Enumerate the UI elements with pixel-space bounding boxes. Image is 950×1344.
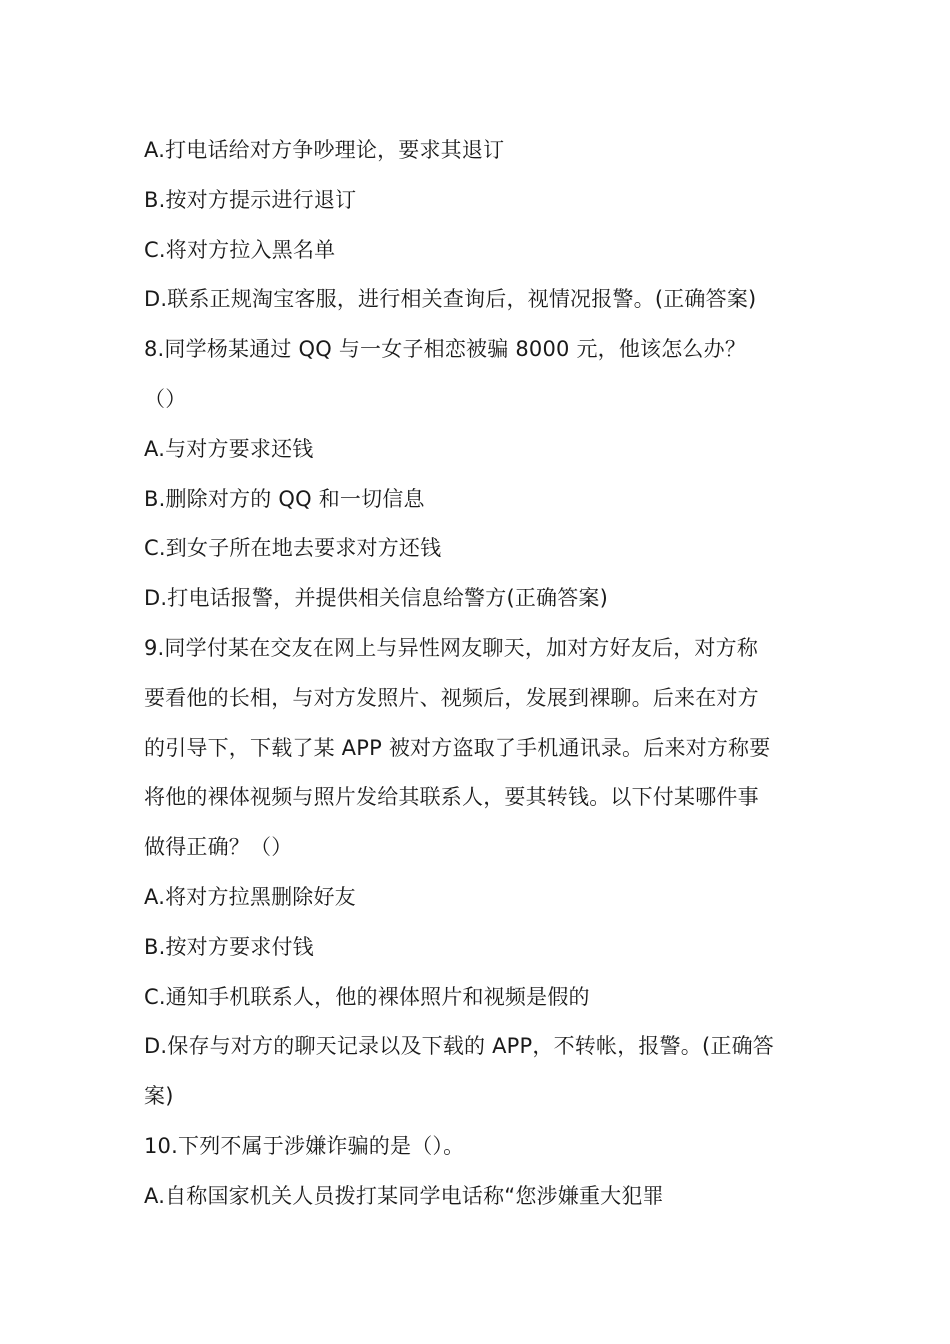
option-a-q7: A.打电话给对方争吵理论，要求其退订 [144, 138, 505, 162]
option-b-q9: B.按对方要求付钱 [144, 934, 314, 959]
option-b-q7: B.按对方提示进行退订 [144, 187, 357, 212]
question-9-line-1: 9.同学付某在交友在网上与异性网友聊天，加对方好友后，对方称 [144, 635, 759, 660]
option-c-q9: C.通知手机联系人，他的裸体照片和视频是假的 [144, 984, 590, 1009]
option-c-q8: C.到女子所在地去要求对方还钱 [144, 536, 442, 561]
option-c-q7: C.将对方拉入黑名单 [144, 237, 336, 262]
option-d-q9-line-2: 案) [144, 1084, 174, 1109]
question-9-line-5: 做得正确？（） [144, 835, 293, 860]
option-a-q10: A.自称国家机关人员拨打某同学电话称“您涉嫌重大犯罪 [144, 1183, 664, 1208]
question-8-blank: （） [144, 386, 187, 411]
option-d-q7: D.联系正规淘宝客服，进行相关查询后，视情况报警。(正确答案) [144, 287, 757, 312]
option-a-q9: A.将对方拉黑删除好友 [144, 884, 356, 909]
question-8: 8.同学杨某通过 QQ 与一女子相恋被骗 8000 元，他该怎么办？ [144, 337, 747, 362]
question-9-line-2: 要看他的长相，与对方发照片、视频后，发展到裸聊。后来在对方 [144, 685, 759, 710]
option-d-q8: D.打电话报警，并提供相关信息给警方(正确答案) [144, 586, 609, 611]
option-d-q9-line-1: D.保存与对方的聊天记录以及下载的 APP，不转帐，报警。(正确答 [144, 1034, 775, 1059]
question-9-line-4: 将他的裸体视频与照片发给其联系人，要其转钱。以下付某哪件事 [144, 785, 759, 810]
option-a-q8: A.与对方要求还钱 [144, 436, 314, 461]
option-b-q8: B.删除对方的 QQ 和一切信息 [144, 486, 425, 511]
question-10: 10.下列不属于涉嫌诈骗的是（）。 [144, 1133, 465, 1158]
question-9-line-3: 的引导下，下载了某 APP 被对方盗取了手机通讯录。后来对方称要 [144, 735, 771, 760]
document-body [144, 126, 814, 1222]
